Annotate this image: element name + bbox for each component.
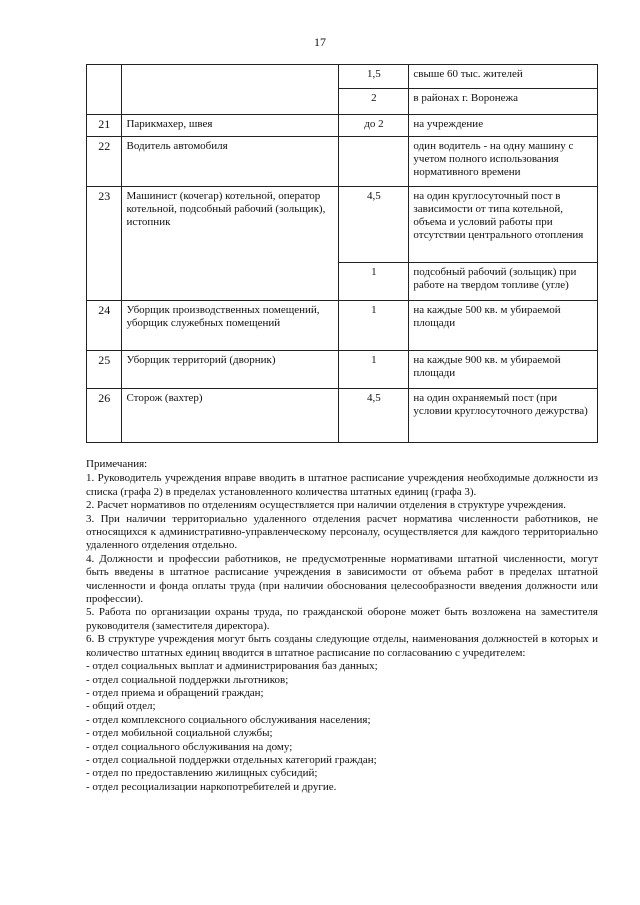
position-cell: Водитель автомобиля [122,137,339,187]
norm-note-cell: свыше 60 тыс. жителей [409,65,598,89]
norm-note-cell: на каждые 500 кв. м убираемой площади [409,301,598,351]
table-row [87,301,598,351]
quantity-cell: 1 [339,301,409,351]
row-number-cell: 26 [87,389,122,443]
position-cell: Машинист (кочегар) котельной, оператор котельной, подсобный рабочий (зольщик), истопник [122,187,339,301]
norm-note-cell: в районах г. Воронежа [409,89,598,115]
norm-note-cell: на один охраняемый пост (при условии круглосуточного дежурства) [409,389,598,443]
quantity-cell: 4,5 [339,389,409,443]
quantity-cell: 1,5 [339,65,409,89]
note-item: 2. Расчет нормативов по отделениям осуществляется при наличии отделения в структуре учреждения. [86,499,567,512]
list-item: - отдел приема и обращений граждан; [86,686,264,699]
note-item: 4. Должности и профессии работников, не предусмотренные нормативами штатной численности, могут быть введены в штатное расписание учреждения в зависимости от объема работ в пределах штатной численности и фонда оплаты труда (при наличии обоснования целесообразности введения должности или профессии). [86,552,598,606]
row-number-cell: 21 [87,115,122,137]
quantity-cell [339,137,409,187]
list-item: - отдел по предоставлению жилищных субсидий; [86,767,318,780]
list-item: - отдел социального обслуживания на дому; [86,740,293,753]
note-item: 5. Работа по организации охраны труда, по гражданской обороне может быть возложена на заместителя руководителя (заместителя директора). [86,606,598,632]
position-cell: Уборщик территорий (дворник) [122,351,339,389]
notes-section [86,458,598,794]
table-row [87,351,598,389]
staffing-norms-table [86,64,598,443]
quantity-cell: 1 [339,263,409,301]
table-row [87,115,598,137]
position-cell: Уборщик производственных помещений, уборщик служебных помещений [122,301,339,351]
note-item: 3. При наличии территориально удаленного отделения расчет норматива численности работников, не относящихся к административно-управленческому персоналу, осуществляется для каждого территориально удаленного отделения отдельно. [86,512,598,552]
list-item: - отдел ресоциализации наркопотребителей и другие. [86,780,337,793]
row-number-cell [87,65,122,115]
quantity-cell: 4,5 [339,187,409,263]
norm-note-cell: на учреждение [409,115,598,137]
position-cell [122,65,339,115]
quantity-cell: 1 [339,351,409,389]
row-number-cell: 22 [87,137,122,187]
norm-note-cell: один водитель - на одну машину с учетом полного использования нормативного времени [409,137,598,187]
position-cell: Сторож (вахтер) [122,389,339,443]
table-row [87,65,598,89]
note-item: 6. В структуре учреждения могут быть созданы следующие отделы, наименования должностей в которых и количество штатных единиц вводится в штатное расписание по согласованию с учредителем: [86,633,598,659]
norm-note-cell: на каждые 900 кв. м убираемой площади [409,351,598,389]
list-item: - отдел социальной поддержки отдельных категорий граждан; [86,753,377,766]
quantity-cell: до 2 [339,115,409,137]
page-number: 17 [314,35,326,49]
quantity-cell: 2 [339,89,409,115]
notes-title: Примечания: [86,458,148,470]
norm-note-cell: на один круглосуточный пост в зависимости от типа котельной, объема и условий работы при отсутствии центрального отопления [409,187,598,263]
department-list [86,660,598,794]
list-item: - общий отдел; [86,700,156,713]
table-row [87,187,598,263]
table-row [87,389,598,443]
position-cell: Парикмахер, швея [122,115,339,137]
note-item: 1. Руководитель учреждения вправе вводить в штатное расписание учреждения необходимые должности из списка (графа 2) в пределах установленного количества штатных единиц (графа 3). [86,472,598,498]
table-row [87,137,598,187]
row-number-cell: 25 [87,351,122,389]
list-item: - отдел социальных выплат и администрирования баз данных; [86,660,378,673]
row-number-cell: 24 [87,301,122,351]
list-item: - отдел социальной поддержки льготников; [86,673,289,686]
list-item: - отдел мобильной социальной службы; [86,727,273,740]
list-item: - отдел комплексного социального обслуживания населения; [86,713,371,726]
row-number-cell: 23 [87,187,122,301]
norm-note-cell: подсобный рабочий (зольщик) при работе на твердом топливе (угле) [409,263,598,301]
